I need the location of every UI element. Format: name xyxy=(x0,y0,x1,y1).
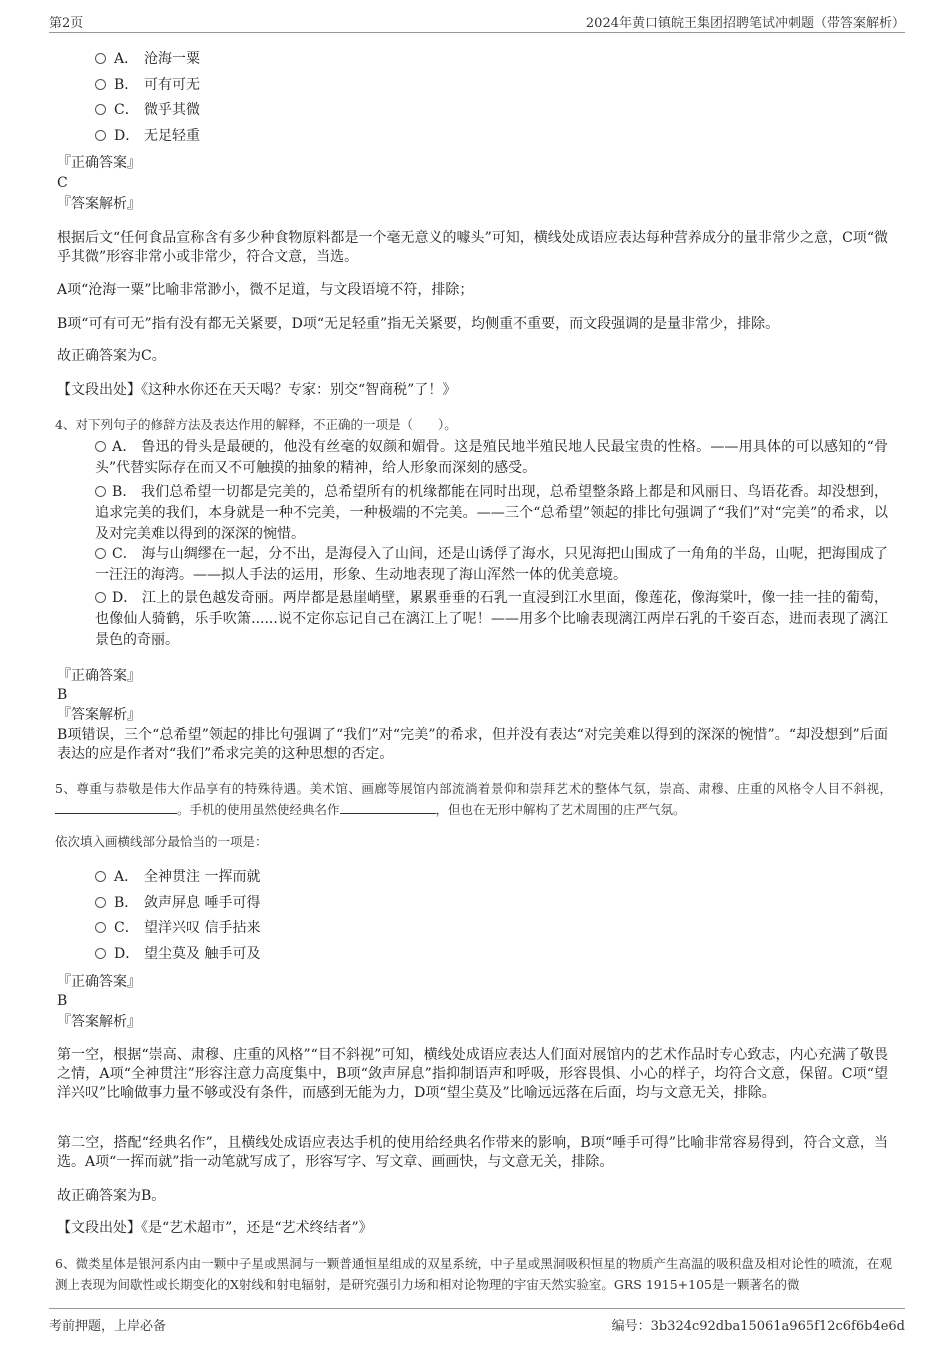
analysis-paragraph: A项“沧海一粟”比喻非常渺小，微不足道，与文段语境不符，排除； xyxy=(57,282,474,298)
analysis-paragraph: 故正确答案为C。 xyxy=(57,348,166,364)
radio-icon[interactable] xyxy=(95,79,106,90)
radio-icon[interactable] xyxy=(95,130,106,141)
analysis-paragraph: B项错误，三个“总希望”领起的排比句强调了“我们”对“完美”的希求，但并没有表达“对完美难以得到的深深的惋惜”。“却没想到”后面表达的应是作者对“我们”希求完美的这种思想的否定。 xyxy=(57,727,888,762)
footer-slogan: 考前押题，上岸必备 xyxy=(49,1319,167,1334)
radio-icon[interactable] xyxy=(95,104,106,115)
document-title: 2024年黄口镇皖王集团招聘笔试冲刺题（带答案解析） xyxy=(585,16,905,31)
radio-icon[interactable] xyxy=(95,53,106,64)
q3-option-d[interactable]: D． 无足轻重 xyxy=(95,126,200,146)
answer-label: 『正确答案』 xyxy=(57,974,141,990)
answer-value: B xyxy=(57,687,68,703)
q3-option-b[interactable]: B． 可有可无 xyxy=(95,75,200,95)
blank-line xyxy=(55,800,177,814)
q5-option-a[interactable]: A． 全神贯注 一挥而就 xyxy=(95,867,260,887)
analysis-paragraph: 第一空，根据“崇高、肃穆、庄重的风格”“目不斜视”可知，横线处成语应表达人们面对展馆内的艺术作品时专心致志，内心充满了敬畏之情，A项“全神贯注”形容注意力高度集中，B项“敛声屏息”指抑制语声和呼吸，形容畏惧、小心的样子，均符合文意，保留。C项“望洋兴叹”比喻做事力量不够或没有条件，而感到无能为力，D项“望尘莫及”比喻远远落在后面，均与文意无关，排除。 xyxy=(57,1047,888,1101)
q4-option-b[interactable]: B． 我们总希望一切都是完美的，总希望所有的机缘都能在同时出现，总希望整条路上都是和风丽日、鸟语花香。却没想到，追求完美的我们，本身就是一种不完美，一种极端的不完美。——三个“总希望”领起的排比句强调了“我们”对“完美”的希求，以及对完美难以得到的深深的惋惜。 xyxy=(95,484,888,542)
q4-option-a[interactable]: A． 鲁迅的骨头是最硬的，他没有丝毫的奴颜和媚骨。这是殖民地半殖民地人民最宝贵的性格。——用具体的可以感知的“骨头”代替实际存在而又不可触摸的抽象的精神，给人形象而深刻的感受。 xyxy=(95,439,889,476)
radio-icon[interactable] xyxy=(95,922,106,933)
q3-option-a[interactable]: A． 沧海一粟 xyxy=(95,49,200,69)
q4-option-d[interactable]: D． 江上的景色越发奇丽。两岸都是悬崖峭壁，累累垂垂的石乳一直浸到江水里面，像莲花，像海棠叶，像一挂一挂的葡萄，也像仙人骑鹤，乐手吹箫......说不定你忘记自己在漓江上了呢！——用多个比喻表现漓江两岸石乳的千姿百态，进而表现了漓江景色的奇丽。 xyxy=(95,590,888,648)
q5-option-d[interactable]: D． 望尘莫及 触手可及 xyxy=(95,944,260,964)
answer-value: C xyxy=(57,175,68,191)
analysis-paragraph: 根据后文“任何食品宣称含有多少种食物原料都是一个毫无意义的噱头”可知，横线处成语应表达每种营养成分的量非常少之意，C项“微乎其微”形容非常小或非常少，符合文意，当选。 xyxy=(57,230,888,265)
answer-value: B xyxy=(57,993,68,1009)
q4-option-c[interactable]: C． 海与山绸缪在一起，分不出，是海侵入了山间，还是山诱俘了海水，只见海把山围成了一角角的半岛，山呢，把海围成了一汪汪的海湾。——拟人手法的运用，形象、生动地表现了海山浑然一体的优美意境。 xyxy=(95,546,888,583)
page-footer xyxy=(49,1308,905,1333)
analysis-label: 『答案解析』 xyxy=(57,196,141,212)
q3-option-c[interactable]: C． 微乎其微 xyxy=(95,100,200,120)
document-code: 编号：3b324c92dba15061a965f12c6f6b4e6d xyxy=(611,1319,905,1334)
radio-icon[interactable] xyxy=(95,897,106,908)
question-prompt: 依次填入画横线部分最恰当的一项是： xyxy=(55,834,268,849)
question-stem: 5、尊重与恭敬是伟大作品享有的特殊待遇。美术馆、画廊等展馆内部流淌着景仰和崇拜艺术的整体气氛，崇高、肃穆、庄重的风格令人目不斜视，。手机的使用虽然使经典名作 ，但也在无形中解构了艺术周围的庄严气氛。 xyxy=(55,781,892,817)
analysis-label: 『答案解析』 xyxy=(57,1014,141,1030)
radio-icon[interactable] xyxy=(95,548,106,559)
radio-icon[interactable] xyxy=(95,592,106,603)
radio-icon[interactable] xyxy=(95,441,106,452)
analysis-paragraph: 第二空，搭配“经典名作”，且横线处成语应表达手机的使用给经典名作带来的影响，B项“唾手可得”比喻非常容易得到，符合文意，当选。A项“一挥而就”指一动笔就写成了，形容写字、写文章、画画快，与文意无关，排除。 xyxy=(57,1135,888,1170)
question-stem: 6、微类星体是银河系内由一颗中子星或黑洞与一颗普通恒星组成的双星系统，中子星或黑洞吸积恒星的物质产生高温的吸积盘及相对论性的喷流，在观测上表现为间歇性或长期变化的X射线和射电辐射，是研究强引力场和相对论物理的宇宙天然实验室。GRS 1915+105是一颗著名的微 xyxy=(55,1256,892,1292)
radio-icon[interactable] xyxy=(95,871,106,882)
q5-option-b[interactable]: B． 敛声屏息 唾手可得 xyxy=(95,893,260,913)
source-citation: 【文段出处】《是“艺术超市”，还是“艺术终结者”》 xyxy=(57,1220,373,1236)
source-citation: 【文段出处】《这种水你还在天天喝？专家：别交“智商税”了！》 xyxy=(57,382,457,398)
radio-icon[interactable] xyxy=(95,948,106,959)
page-number: 第2页 xyxy=(49,16,84,31)
radio-icon[interactable] xyxy=(95,486,106,497)
answer-label: 『正确答案』 xyxy=(57,155,141,171)
analysis-paragraph: 故正确答案为B。 xyxy=(57,1188,166,1204)
page-header xyxy=(49,10,905,33)
answer-label: 『正确答案』 xyxy=(57,668,141,684)
blank-line xyxy=(340,800,436,814)
q5-option-c[interactable]: C． 望洋兴叹 信手拈来 xyxy=(95,918,260,938)
question-stem: 4、对下列句子的修辞方法及表达作用的解释，不正确的一项是（ ）。 xyxy=(55,417,457,432)
analysis-paragraph: B项“可有可无”指有没有都无关紧要，D项“无足轻重”指无关紧要，均侧重不重要，而文段强调的是量非常少，排除。 xyxy=(57,316,780,332)
analysis-label: 『答案解析』 xyxy=(57,707,141,723)
